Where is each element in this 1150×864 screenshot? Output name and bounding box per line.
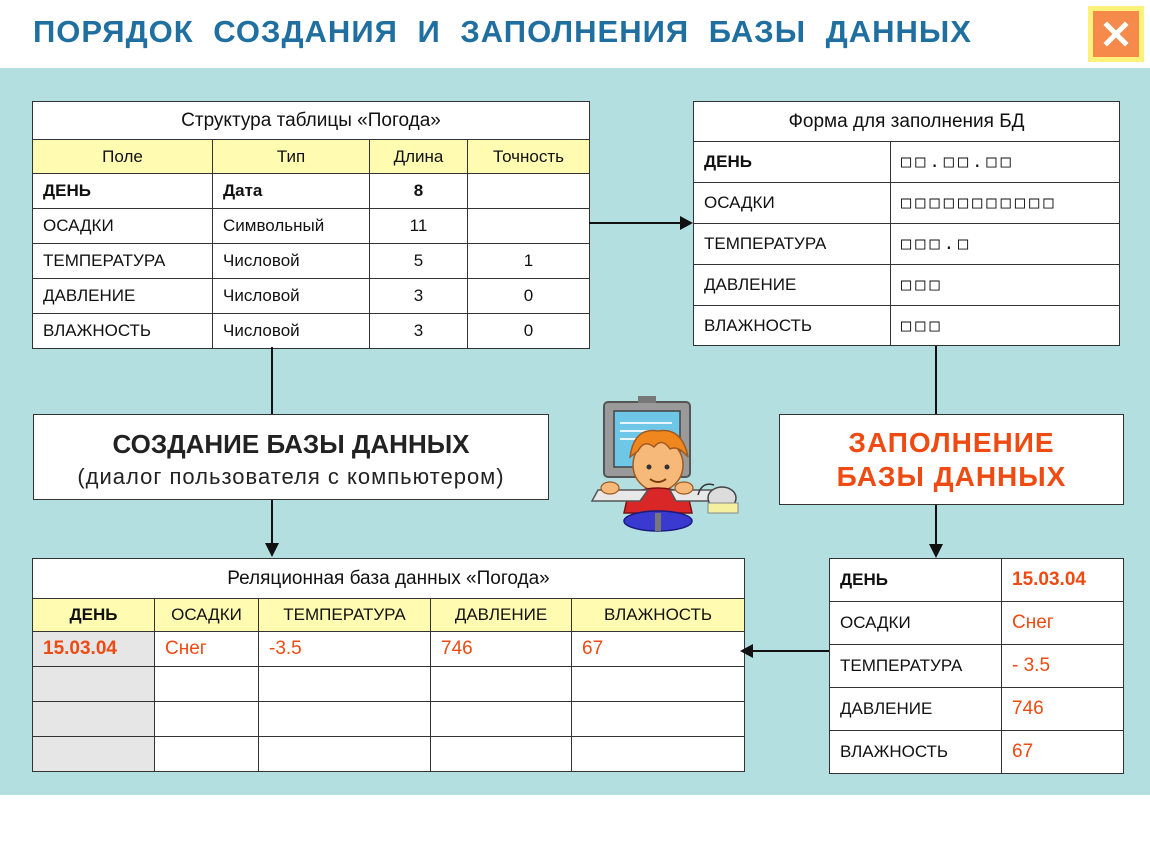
arrow-left-icon: [740, 644, 753, 658]
form-field-label: ДЕНЬ: [694, 142, 891, 183]
form-field-mask: □□.□□.□□: [891, 142, 1120, 183]
fill-box-line1: ЗАПОЛНЕНИЕ: [848, 427, 1055, 458]
table-row: [33, 667, 745, 702]
relational-header: ОСАДКИ: [155, 599, 259, 632]
field-type: Дата: [213, 174, 370, 209]
form-table: [693, 101, 1120, 346]
record-field-value: 15.03.04: [1002, 559, 1124, 602]
record-field-value: 67: [1002, 731, 1124, 774]
field-name: ОСАДКИ: [33, 209, 213, 244]
table-row: [33, 632, 745, 667]
form-field-mask: □□□□□□□□□□□: [891, 183, 1120, 224]
create-box-subtitle: (диалог пользователя с компьютером): [77, 464, 505, 489]
field-name: ВЛАЖНОСТЬ: [33, 314, 213, 349]
table-row: [694, 183, 1120, 224]
record-field-label: ОСАДКИ: [830, 602, 1002, 645]
field-name: ДЕНЬ: [33, 174, 213, 209]
table-row: [830, 559, 1124, 602]
field-type: Числовой: [213, 314, 370, 349]
table-row: [694, 306, 1120, 346]
form-field-mask: □□□: [891, 265, 1120, 306]
record-cell: -3.5: [259, 632, 431, 667]
table-row: [33, 174, 590, 209]
field-precision: [468, 209, 590, 244]
record-field-label: ВЛАЖНОСТЬ: [830, 731, 1002, 774]
table-row: [33, 244, 590, 279]
structure-table: [32, 101, 590, 349]
relational-header: ДАВЛЕНИЕ: [431, 599, 572, 632]
table-row: [33, 209, 590, 244]
field-precision: 0: [468, 279, 590, 314]
page-title: ПОРЯДОК СОЗДАНИЯ И ЗАПОЛНЕНИЯ БАЗЫ ДАННЫХ: [33, 14, 972, 49]
table-row: [33, 279, 590, 314]
field-type: Символьный: [213, 209, 370, 244]
record-field-value: - 3.5: [1002, 645, 1124, 688]
table-row: [33, 737, 745, 772]
table-row: [694, 142, 1120, 183]
record-table: [829, 558, 1124, 774]
table-row: [694, 224, 1120, 265]
close-icon: [1101, 19, 1131, 49]
field-precision: [468, 174, 590, 209]
table-row: [830, 688, 1124, 731]
form-caption: Форма для заполнения БД: [694, 102, 1120, 142]
relational-header: ТЕМПЕРАТУРА: [259, 599, 431, 632]
field-name: ДАВЛЕНИЕ: [33, 279, 213, 314]
field-length: 3: [370, 279, 468, 314]
form-field-mask: □□□.□: [891, 224, 1120, 265]
structure-header: Длина: [370, 140, 468, 174]
close-button[interactable]: [1088, 6, 1144, 62]
connector-line: [935, 346, 937, 414]
arrow-down-icon: [929, 544, 943, 558]
field-precision: 0: [468, 314, 590, 349]
table-row: [33, 702, 745, 737]
create-box-title: СОЗДАНИЕ БАЗЫ ДАННЫХ: [112, 429, 470, 459]
structure-header: Тип: [213, 140, 370, 174]
relational-header: ВЛАЖНОСТЬ: [572, 599, 745, 632]
form-field-label: ТЕМПЕРАТУРА: [694, 224, 891, 265]
structure-caption: Структура таблицы «Погода»: [33, 102, 590, 140]
table-row: [33, 314, 590, 349]
record-field-value: 746: [1002, 688, 1124, 731]
form-field-label: ОСАДКИ: [694, 183, 891, 224]
connector-line: [589, 222, 681, 224]
connector-line: [271, 347, 273, 414]
table-row: [830, 731, 1124, 774]
form-field-mask: □□□: [891, 306, 1120, 346]
user-at-computer-icon: [590, 395, 740, 535]
field-type: Числовой: [213, 279, 370, 314]
fill-box-line2: БАЗЫ ДАННЫХ: [836, 461, 1067, 492]
connector-line: [935, 505, 937, 545]
record-field-value: Снег: [1002, 602, 1124, 645]
field-precision: 1: [468, 244, 590, 279]
field-length: 11: [370, 209, 468, 244]
field-length: 5: [370, 244, 468, 279]
connector-line: [271, 500, 273, 544]
record-cell: 15.03.04: [33, 632, 155, 667]
create-database-box: [33, 414, 549, 500]
record-cell: Снег: [155, 632, 259, 667]
fill-database-box: [779, 414, 1124, 505]
relational-header: ДЕНЬ: [33, 599, 155, 632]
record-field-label: ДЕНЬ: [830, 559, 1002, 602]
relational-caption: Реляционная база данных «Погода»: [33, 559, 745, 599]
field-length: 8: [370, 174, 468, 209]
arrow-right-icon: [680, 216, 693, 230]
structure-header: Поле: [33, 140, 213, 174]
record-cell: 746: [431, 632, 572, 667]
relational-table: [32, 558, 745, 772]
record-cell: 67: [572, 632, 745, 667]
table-row: [694, 265, 1120, 306]
connector-line: [752, 650, 829, 652]
table-row: [830, 645, 1124, 688]
record-field-label: ДАВЛЕНИЕ: [830, 688, 1002, 731]
field-name: ТЕМПЕРАТУРА: [33, 244, 213, 279]
form-field-label: ВЛАЖНОСТЬ: [694, 306, 891, 346]
structure-header: Точность: [468, 140, 590, 174]
field-length: 3: [370, 314, 468, 349]
form-field-label: ДАВЛЕНИЕ: [694, 265, 891, 306]
field-type: Числовой: [213, 244, 370, 279]
table-row: [830, 602, 1124, 645]
arrow-down-icon: [265, 543, 279, 557]
record-field-label: ТЕМПЕРАТУРА: [830, 645, 1002, 688]
